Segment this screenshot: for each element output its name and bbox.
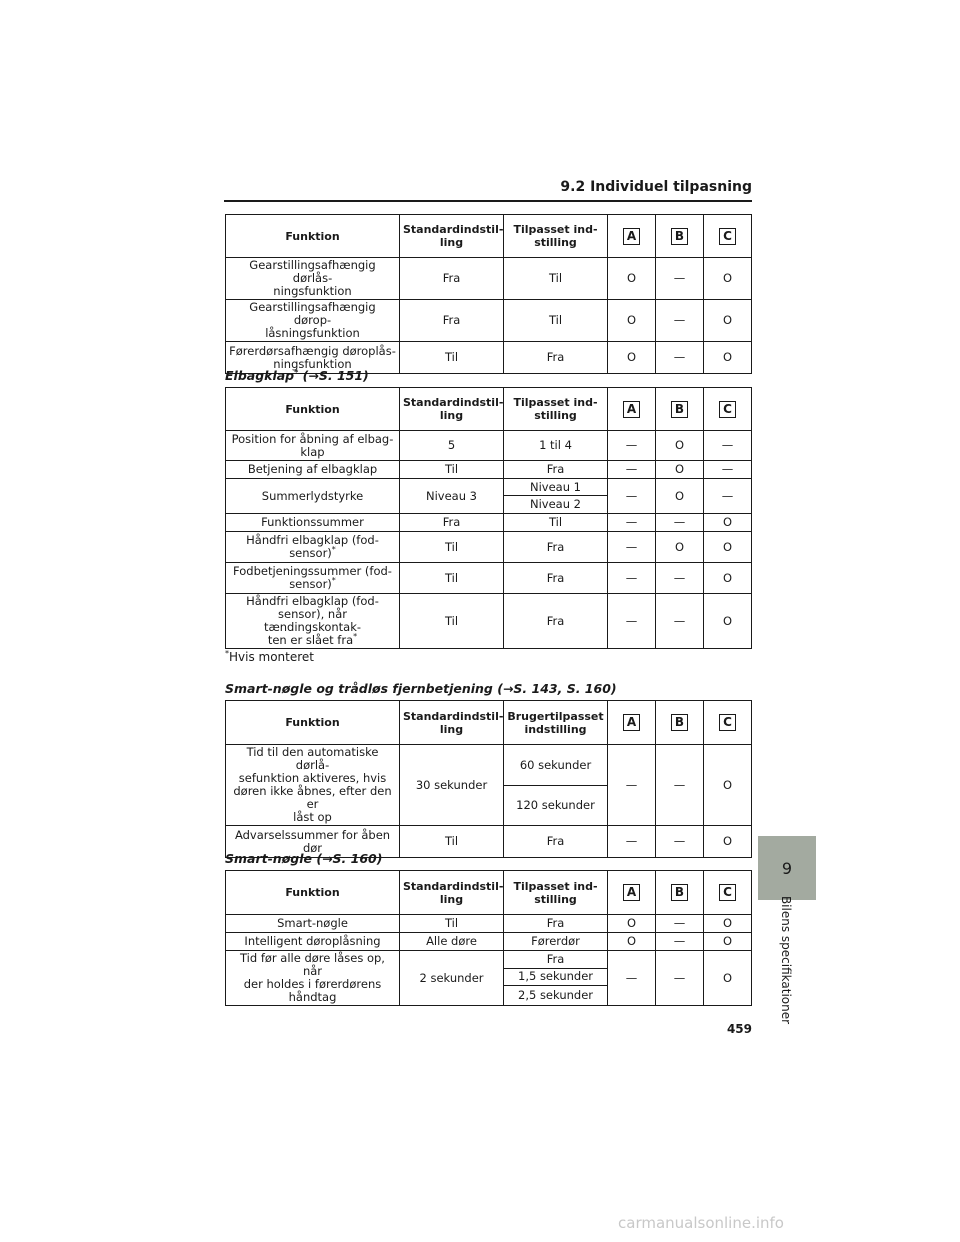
- setting-method-a-label: A: [623, 401, 640, 418]
- setting-method-a-label: A: [623, 884, 640, 901]
- table-row: [226, 933, 752, 951]
- column-header-function: Funktion: [226, 388, 400, 431]
- default-cell: Fra: [400, 258, 504, 300]
- column-header-c: [704, 701, 752, 745]
- page-number: 459: [726, 1022, 752, 1036]
- custom-cell: Fra: [504, 342, 608, 374]
- door-lock-settings-table: [225, 214, 752, 374]
- function-cell: [226, 594, 400, 649]
- default-cell: Til: [400, 826, 504, 858]
- b-cell: O: [656, 461, 704, 479]
- table-row: [226, 745, 752, 786]
- column-header-b: [656, 871, 704, 915]
- header-line: Standardindstil- ling: [403, 709, 504, 736]
- a-cell: O: [608, 933, 656, 951]
- function-cell: Summerlydstyrke: [226, 479, 400, 514]
- function-text: Fodbetjeningssummer (fod- sensor): [233, 564, 392, 591]
- a-cell: —: [608, 461, 656, 479]
- setting-method-b-label: B: [671, 884, 688, 901]
- section-title-smart-key: [225, 851, 382, 866]
- column-header-a: [608, 388, 656, 431]
- custom-cell: Fra: [504, 461, 608, 479]
- page-reference: (→S. 143, S. 160): [492, 681, 617, 696]
- table-row: [226, 594, 752, 649]
- table-row: [226, 300, 752, 342]
- b-cell: —: [656, 951, 704, 1006]
- default-cell: 2 sekunder: [400, 951, 504, 1006]
- c-cell: —: [704, 479, 752, 514]
- c-cell: O: [704, 933, 752, 951]
- footnote-star: *: [225, 649, 229, 658]
- column-header-custom: [504, 871, 608, 915]
- custom-cell: Til: [504, 514, 608, 532]
- column-header-function: Funktion: [226, 701, 400, 745]
- column-header-c: [704, 388, 752, 431]
- function-cell: [226, 563, 400, 594]
- b-cell: —: [656, 915, 704, 933]
- column-header-custom: [504, 701, 608, 745]
- section-title-power-tailgate: [225, 368, 369, 383]
- header-line: Tilpasset ind- stilling: [513, 223, 598, 249]
- b-cell: —: [656, 826, 704, 858]
- custom-cell: Niveau 1: [504, 479, 608, 496]
- column-header-default: [400, 701, 504, 745]
- default-cell: Til: [400, 594, 504, 649]
- custom-cell: Fra: [504, 951, 608, 969]
- setting-method-a-label: A: [623, 714, 640, 731]
- c-cell: O: [704, 342, 752, 374]
- a-cell: —: [608, 479, 656, 514]
- setting-method-a-label: A: [623, 228, 640, 245]
- custom-cell: 1,5 sekunder: [504, 968, 608, 986]
- header-line: Tilpasset ind- stilling: [513, 396, 598, 422]
- header-line: Tilpasset ind- stilling: [513, 879, 598, 906]
- custom-cell: Fra: [504, 826, 608, 858]
- function-cell: Tid før alle døre låses op, når der holdes i førerdørens håndtag: [226, 951, 400, 1006]
- function-cell: Advarselssummer for åben dør: [226, 826, 400, 858]
- table-row: [226, 431, 752, 461]
- header-line: Brugertilpasset indstilling: [507, 709, 604, 736]
- custom-cell: 2,5 sekunder: [504, 986, 608, 1006]
- c-cell: O: [704, 514, 752, 532]
- chapter-tab: [758, 836, 816, 900]
- b-cell: —: [656, 342, 704, 374]
- a-cell: O: [608, 258, 656, 300]
- function-cell: Position for åbning af elbag- klap: [226, 431, 400, 461]
- b-cell: O: [656, 532, 704, 563]
- page-reference: (→S. 151): [298, 368, 369, 383]
- column-header-a: [608, 215, 656, 258]
- column-header-default: [400, 871, 504, 915]
- default-cell: Til: [400, 342, 504, 374]
- a-cell: O: [608, 300, 656, 342]
- c-cell: O: [704, 951, 752, 1006]
- column-header-b: [656, 215, 704, 258]
- default-cell: Til: [400, 563, 504, 594]
- function-text: Håndfri elbagklap (fod- sensor), når tændingskontak- ten er slået fra: [246, 594, 379, 647]
- setting-method-c-label: C: [719, 884, 736, 901]
- c-cell: O: [704, 594, 752, 649]
- b-cell: O: [656, 479, 704, 514]
- a-cell: —: [608, 514, 656, 532]
- section-title-smart-key-remote: [225, 681, 617, 696]
- custom-cell: 1 til 4: [504, 431, 608, 461]
- page-reference: (→S. 160): [312, 851, 383, 866]
- table-row: [226, 532, 752, 563]
- custom-cell: Fra: [504, 563, 608, 594]
- column-header-custom: [504, 215, 608, 258]
- b-cell: O: [656, 431, 704, 461]
- column-header-a: [608, 701, 656, 745]
- header-line: Standardindstil- ling: [403, 223, 504, 249]
- setting-method-b-label: B: [671, 401, 688, 418]
- column-header-default: [400, 215, 504, 258]
- setting-method-b-label: B: [671, 714, 688, 731]
- table-row: [226, 951, 752, 969]
- setting-method-c-label: C: [719, 401, 736, 418]
- setting-method-c-label: C: [719, 228, 736, 245]
- table-row: [226, 461, 752, 479]
- column-header-function: Funktion: [226, 871, 400, 915]
- a-cell: —: [608, 745, 656, 826]
- c-cell: O: [704, 563, 752, 594]
- table-row: [226, 258, 752, 300]
- section-title-text: Smart-nøgle: [225, 851, 312, 866]
- footnote-star: *: [331, 545, 336, 555]
- c-cell: O: [704, 915, 752, 933]
- table-row: [226, 514, 752, 532]
- b-cell: —: [656, 300, 704, 342]
- c-cell: O: [704, 826, 752, 858]
- column-header-custom: [504, 388, 608, 431]
- c-cell: O: [704, 745, 752, 826]
- column-header-c: [704, 871, 752, 915]
- function-cell: Funktionssummer: [226, 514, 400, 532]
- section-title-text: Elbagklap: [225, 368, 295, 383]
- custom-cell: Fra: [504, 594, 608, 649]
- footnote-star: *: [294, 367, 299, 377]
- function-cell: Smart-nøgle: [226, 915, 400, 933]
- a-cell: O: [608, 342, 656, 374]
- default-cell: Til: [400, 915, 504, 933]
- section-title-text: Smart-nøgle og trådløs fjernbetjening: [225, 681, 493, 696]
- column-header-function: Funktion: [226, 215, 400, 258]
- column-header-default: [400, 388, 504, 431]
- function-cell: [226, 532, 400, 563]
- smart-key-remote-settings-table: [225, 700, 752, 858]
- default-cell: Alle døre: [400, 933, 504, 951]
- function-cell: Betjening af elbagklap: [226, 461, 400, 479]
- setting-method-c-label: C: [719, 714, 736, 731]
- table-row: [226, 915, 752, 933]
- custom-cell: Niveau 2: [504, 496, 608, 514]
- a-cell: —: [608, 532, 656, 563]
- b-cell: —: [656, 594, 704, 649]
- b-cell: —: [656, 563, 704, 594]
- default-cell: Fra: [400, 300, 504, 342]
- default-cell: 30 sekunder: [400, 745, 504, 826]
- c-cell: O: [704, 258, 752, 300]
- default-cell: Til: [400, 532, 504, 563]
- column-header-a: [608, 871, 656, 915]
- column-header-b: [656, 701, 704, 745]
- function-cell: Førerdørsafhængig døroplås- ningsfunktion: [226, 342, 400, 374]
- a-cell: —: [608, 594, 656, 649]
- b-cell: —: [656, 258, 704, 300]
- footnote-star: *: [331, 576, 336, 586]
- table-row: [226, 563, 752, 594]
- a-cell: —: [608, 431, 656, 461]
- function-cell: Tid til den automatiske dørlå- sefunktion aktiveres, hvis døren ikke åbnes, efter den er låst op: [226, 745, 400, 826]
- custom-cell: 120 sekunder: [504, 786, 608, 826]
- function-cell: Gearstillingsafhængig dørlås- ningsfunktion: [226, 258, 400, 300]
- footnote-star: *: [353, 632, 358, 642]
- c-cell: —: [704, 461, 752, 479]
- c-cell: O: [704, 300, 752, 342]
- header-line: Standardindstil- ling: [403, 396, 504, 422]
- column-header-c: [704, 215, 752, 258]
- smart-key-settings-table: [225, 870, 752, 1006]
- custom-cell: 60 sekunder: [504, 745, 608, 786]
- custom-cell: Til: [504, 300, 608, 342]
- a-cell: —: [608, 951, 656, 1006]
- function-cell: Gearstillingsafhængig dørop- låsningsfunktion: [226, 300, 400, 342]
- b-cell: —: [656, 745, 704, 826]
- custom-cell: Førerdør: [504, 933, 608, 951]
- default-cell: 5: [400, 431, 504, 461]
- table-row: [226, 479, 752, 496]
- setting-method-b-label: B: [671, 228, 688, 245]
- power-tailgate-settings-table: [225, 387, 752, 649]
- custom-cell: Fra: [504, 532, 608, 563]
- function-text: Håndfri elbagklap (fod- sensor): [246, 533, 379, 560]
- b-cell: —: [656, 514, 704, 532]
- b-cell: —: [656, 933, 704, 951]
- header-divider: [224, 200, 752, 202]
- default-cell: Fra: [400, 514, 504, 532]
- function-cell: Intelligent døroplåsning: [226, 933, 400, 951]
- chapter-number: 9: [781, 858, 793, 878]
- default-cell: Til: [400, 461, 504, 479]
- a-cell: —: [608, 563, 656, 594]
- custom-cell: Fra: [504, 915, 608, 933]
- a-cell: —: [608, 826, 656, 858]
- footnote: [225, 650, 314, 664]
- page-header-title: 9.2 Individuel tilpasning: [560, 179, 752, 195]
- watermark: carmanualsonline.info: [618, 1214, 784, 1232]
- footnote-text: Hvis monteret: [229, 650, 315, 664]
- header-line: Standardindstil- ling: [403, 879, 504, 906]
- c-cell: —: [704, 431, 752, 461]
- default-cell: Niveau 3: [400, 479, 504, 514]
- a-cell: O: [608, 915, 656, 933]
- chapter-label: Bilens specifikationer: [779, 895, 793, 1025]
- custom-cell: Til: [504, 258, 608, 300]
- column-header-b: [656, 388, 704, 431]
- c-cell: O: [704, 532, 752, 563]
